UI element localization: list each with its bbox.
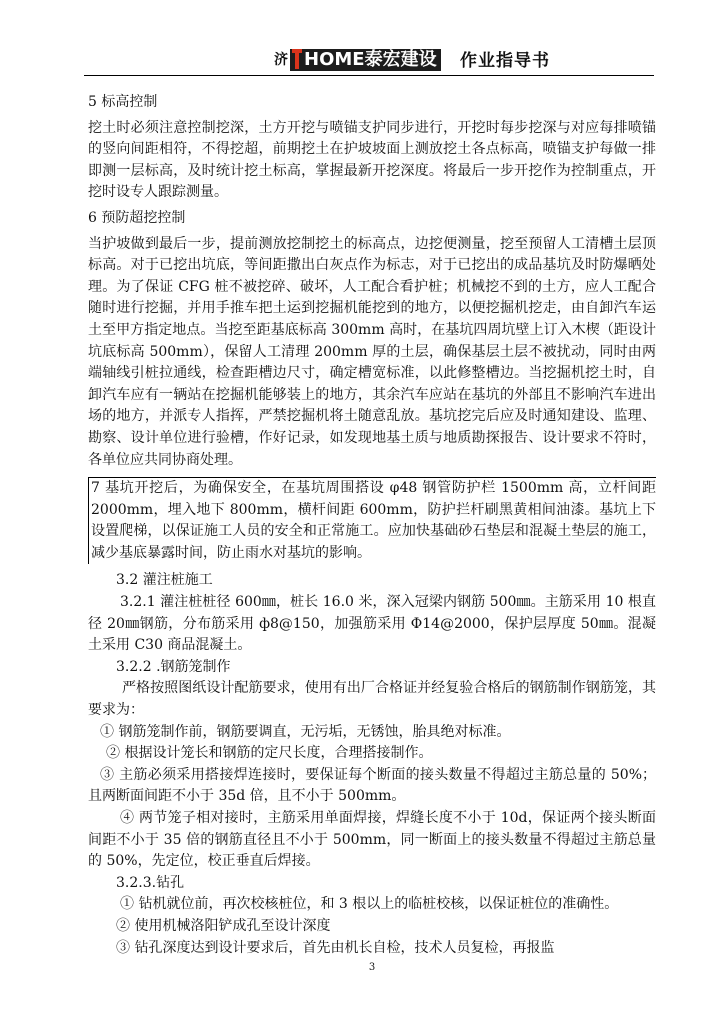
list-item: ③ 钻孔深度达到设计要求后，首先由机长自检，技术人员复检，再报监 <box>116 939 555 956</box>
section-5-heading: 5 标高控制 <box>88 94 158 110</box>
document-title: 作业指导书 <box>460 51 550 71</box>
list-item: ① 钢筋笼制作前，钢筋要调直，无污垢，无锈蚀，胎具绝对标准。 <box>100 723 511 740</box>
section-3-2-3-heading: 3.2.3.钻孔 <box>116 874 185 891</box>
section-3-2-heading: 3.2 灌注桩施工 <box>116 572 213 589</box>
list-item: ① 钻机就位前，再次校核桩位，和 3 根以上的临桩校核，以保证桩位的准确性。 <box>120 896 619 913</box>
logo-box <box>290 49 441 71</box>
header-prefix: 济 <box>274 52 288 68</box>
section-6-body: 当护坡做到最后一步，提前测放挖制挖土的标高点，边挖便测量，挖至预留人工清槽土层顶标高。对于已挖出坑底，等间距撒出白灰点作为标志，对于已挖出的成品基坑及时防爆晒处理。为了保证 CFG 桩不被挖碎、破坏，人工配合看护桩；机械挖不到的土方，应人工配合随时进行挖掘，并用手推车把土运到挖掘机能挖到的地方，以便挖掘机挖走，由自卸汽车运土至甲方指定地点。当挖至距基底标高 300mm 高时，在基坑四周坑壁上订入木楔（距设计坑底标高 500mm），保留人工清理 200mm 厚的土层，确保基层土层不被扰动，同时由两端轴线引桩拉通线，检查距槽边尺寸，确定槽宽标准，以此修整槽边。当挖掘机挖土时，自卸汽车应有一辆站在挖掘机能够装上的地方，其余汽车应站在基坑的外部且不影响汽车进出场的地方，并派专人指挥，严禁挖掘机将土随意乱放。基坑挖完后应及时通知建设、监理、勘察、设计单位进行验槽，作好记录，如发现地基土质与地质勘探报告、设计要求不符时，各单位应共同协商处理。 <box>88 235 656 468</box>
list-item: ④ 两节笼子相对接时，主筋采用单面焊接，焊缝长度不小于 10d，保证两个接头断面间距不小于 35 倍的钢筋直径且不小于 500mm，同一断面上的接头数量不得超过主筋总量的 50%，先定位，校正垂直后焊接。 <box>88 810 656 870</box>
list-item: ③ 主筋必须采用搭接焊连接时，要保证每个断面的接头数量不得超过主筋总量的 50%；且两断面间距不小于 35d 倍，且不小于 500mm。 <box>88 766 656 805</box>
page-number: 3 <box>368 962 376 973</box>
section-3-2-2-intro: 严格按照图纸设计配筋要求，使用有出厂合格证并经复验合格后的钢筋制作钢筋笼，其要求为： <box>88 680 656 719</box>
section-3-2-2-heading: 3.2.2 .钢筋笼制作 <box>116 658 231 675</box>
company-logo <box>290 48 441 72</box>
section-3-2-1-body: 3.2.1 灌注桩桩径 600㎜，桩长 16.0 米，深入冠梁内钢筋 500㎜。主筋采用 10 根直径 20㎜钢筋，分布筋采用 ф8@150，加强筋采用 Φ14@2000，保护层厚度 50㎜。混凝土采用 C30 商品混凝土。 <box>88 594 656 654</box>
section-5-body: 挖土时必须注意控制挖深，土方开挖与喷锚支护同步进行，开挖时每步挖深与对应每排喷锚的竖向间距相符，不得挖超，前期挖土在护坡坡面上测放挖土各点标高，喷锚支护每做一排即测一层标高，及时统计挖土标高，掌握最新开挖深度。将最后一步开挖作为控制重点，开挖时设专人跟踪测量。 <box>88 119 656 201</box>
header-divider <box>84 75 654 76</box>
section-7-body: 7 基坑开挖后，为确保安全，在基坑周围搭设 φ48 钢管防护栏 1500mm 高，立杆间距 2000mm，埋入地下 800mm，横杆间距 600mm，防护拦杆刷黑黄相间油漆。基坑上下设置爬梯，以保证施工人员的安全和正常施工。应加快基础砂石垫层和混凝土垫层的施工，减少基底暴露时间，防止雨水对基坑的影响。 <box>88 477 656 564</box>
logo-t-icon <box>292 49 302 71</box>
logo-text: HOME泰宏建设 <box>304 49 437 70</box>
document-body <box>88 92 656 959</box>
list-item: ② 根据设计笼长和钢筋的定尺长度，合理搭接制作。 <box>106 745 433 762</box>
section-6-heading: 6 预防超挖控制 <box>88 209 186 226</box>
document-header <box>84 48 654 76</box>
list-item: ② 使用机械洛阳铲成孔至设计深度 <box>116 917 331 934</box>
